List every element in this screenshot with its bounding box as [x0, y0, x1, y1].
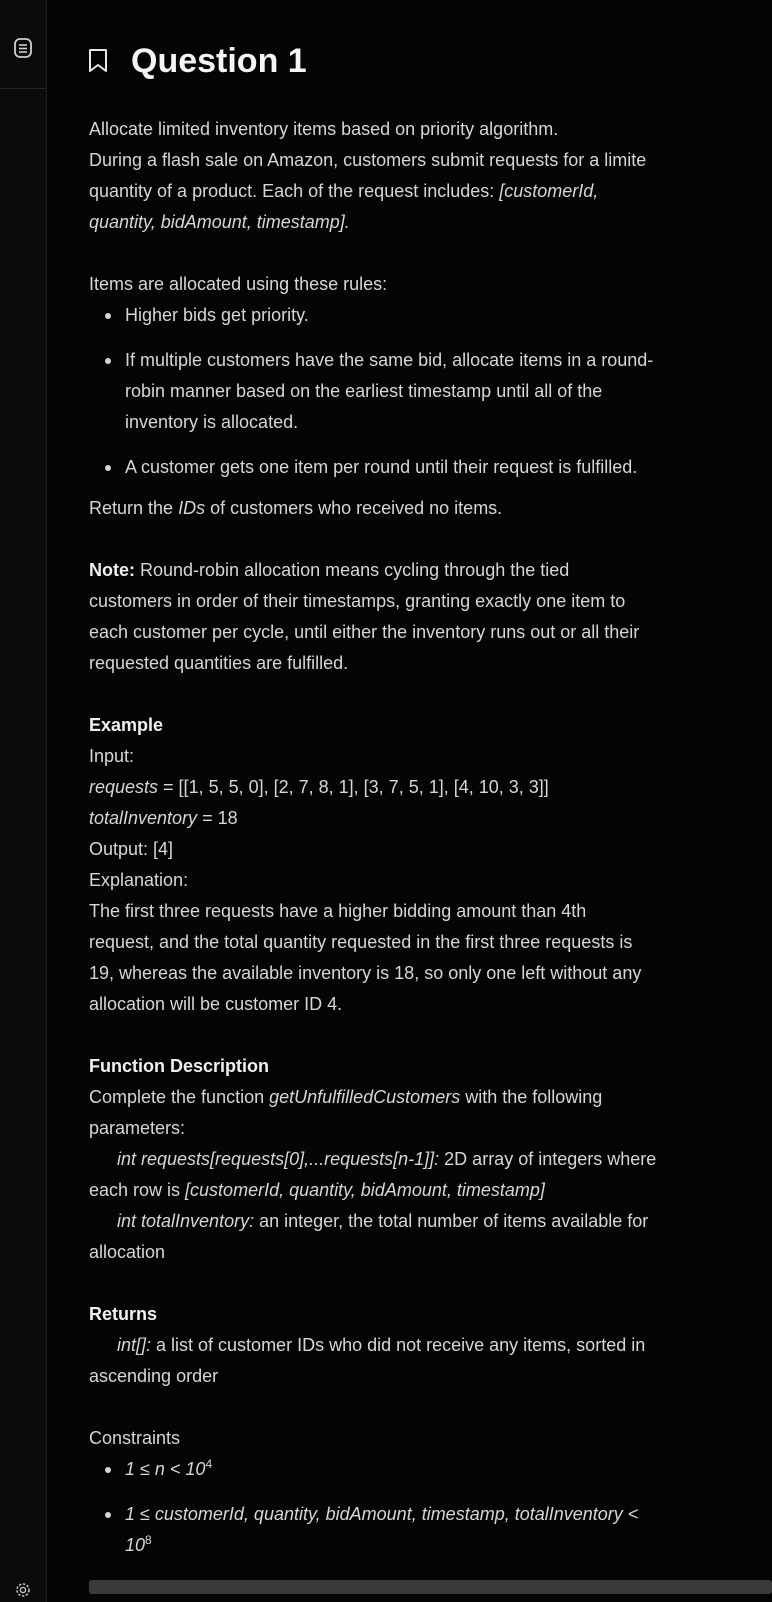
returns-heading: Returns	[89, 1304, 158, 1324]
constraint-item	[89, 1499, 772, 1561]
return-statement	[89, 493, 772, 524]
rule-item	[89, 345, 772, 438]
example-heading: Example	[89, 715, 164, 735]
function-line-1	[89, 1082, 772, 1113]
param-inventory-signature: int totalInventory:	[117, 1211, 255, 1231]
inventory-value: = 18	[197, 808, 238, 828]
example-explanation-label: Explanation:	[89, 870, 189, 890]
explanation-line-4: allocation will be customer ID 4.	[89, 994, 343, 1014]
requests-var: requests	[89, 777, 159, 797]
bookmark-icon[interactable]	[87, 47, 111, 75]
constraints-heading: Constraints	[89, 1428, 181, 1448]
param-requests	[89, 1144, 772, 1175]
intro-fields-start: [customerId,	[499, 181, 599, 201]
return-prefix: Return the	[89, 498, 179, 518]
scrollbar-thumb[interactable]	[89, 1580, 772, 1594]
explanation-line-3: 19, whereas the available inventory is 18, so only one left without any	[89, 963, 642, 983]
constraint-n: 1 ≤ n < 10	[125, 1459, 206, 1479]
constraint-values-exponent: 8	[145, 1533, 152, 1547]
function-line-2: parameters:	[89, 1118, 186, 1138]
param-inventory-desc: an integer, the total number of items available for	[254, 1211, 649, 1231]
rule-item: A customer gets one item per round until their request is fulfilled.	[89, 452, 772, 483]
param-inventory	[89, 1206, 772, 1237]
intro-line-1: Allocate limited inventory items based on priority algorithm.	[89, 119, 559, 139]
gear-icon[interactable]	[0, 1576, 46, 1602]
function-name: getUnfulfilledCustomers	[269, 1087, 461, 1107]
note-line-4: requested quantities are fulfilled.	[89, 653, 349, 673]
rules-list	[89, 300, 772, 483]
function-description-heading: Function Description	[89, 1056, 269, 1076]
constraint-values-base: 10	[125, 1535, 146, 1555]
horizontal-scrollbar[interactable]	[89, 1580, 772, 1594]
return-ids: IDs	[178, 498, 206, 518]
left-sidebar	[0, 0, 47, 1602]
note-label: Note:	[89, 560, 135, 580]
note-line-1	[89, 555, 772, 586]
question-panel	[47, 0, 772, 1602]
intro-line-3	[89, 176, 772, 207]
intro-line-3-text: quantity of a product. Each of the request includes:	[89, 181, 500, 201]
intro-line-2: During a flash sale on Amazon, customers submit requests for a limite	[89, 150, 647, 170]
constraint-item	[89, 1454, 772, 1485]
returns-desc: a list of customer IDs who did not receive any items, sorted in	[151, 1335, 646, 1355]
returns-line-1	[89, 1330, 772, 1361]
menu-list-icon[interactable]	[0, 34, 46, 62]
param-requests-line-2	[89, 1175, 772, 1206]
example-output: Output: [4]	[89, 839, 174, 859]
rule-item: Higher bids get priority.	[89, 300, 772, 331]
param-inventory-line-2: allocation	[89, 1242, 166, 1262]
param-requests-row-fields: [customerId, quantity, bidAmount, timestamp]	[185, 1180, 545, 1200]
return-suffix: of customers who received no items.	[205, 498, 503, 518]
function-suffix: with the following	[460, 1087, 603, 1107]
example-inventory	[89, 803, 772, 834]
intro-fields-end: quantity, bidAmount, timestamp].	[89, 212, 350, 232]
requests-value: = [[1, 5, 5, 0], [2, 7, 8, 1], [3, 7, 5, 1], [4, 10, 3, 3]]	[158, 777, 549, 797]
question-title: Question 1	[131, 41, 307, 80]
param-requests-signature: int requests[requests[0],...requests[n-1]]:	[117, 1149, 440, 1169]
function-prefix: Complete the function	[89, 1087, 270, 1107]
explanation-line-2: request, and the total quantity requested in the first three requests is	[89, 932, 633, 952]
returns-line-2: ascending order	[89, 1366, 219, 1386]
note-line-3: each customer per cycle, until either the inventory runs out or all their	[89, 622, 640, 642]
sidebar-divider	[0, 88, 46, 89]
example-requests	[89, 772, 772, 803]
example-input-label: Input:	[89, 746, 135, 766]
intro-line-4	[89, 207, 772, 238]
rule-2-line-2: robin manner based on the earliest timestamp until all of the	[125, 381, 603, 401]
inventory-var: totalInventory	[89, 808, 198, 828]
returns-type: int[]:	[117, 1335, 152, 1355]
note-line-2: customers in order of their timestamps, granting exactly one item to	[89, 591, 626, 611]
constraints-list	[89, 1454, 772, 1561]
rule-2-line-3: inventory is allocated.	[125, 412, 299, 432]
explanation-line-1: The first three requests have a higher bidding amount than 4th	[89, 901, 587, 921]
question-body	[89, 114, 772, 1561]
question-header	[87, 38, 307, 84]
param-requests-desc: 2D array of integers where	[439, 1149, 657, 1169]
rules-intro: Items are allocated using these rules:	[89, 274, 388, 294]
constraint-n-exponent: 4	[205, 1457, 213, 1471]
rule-2-line-1: If multiple customers have the same bid, allocate items in a round-	[125, 350, 654, 370]
constraint-values-line-1: 1 ≤ customerId, quantity, bidAmount, timestamp, totalInventory <	[125, 1504, 639, 1524]
param-requests-row-prefix: each row is	[89, 1180, 186, 1200]
note-text: Round-robin allocation means cycling through the tied	[135, 560, 570, 580]
